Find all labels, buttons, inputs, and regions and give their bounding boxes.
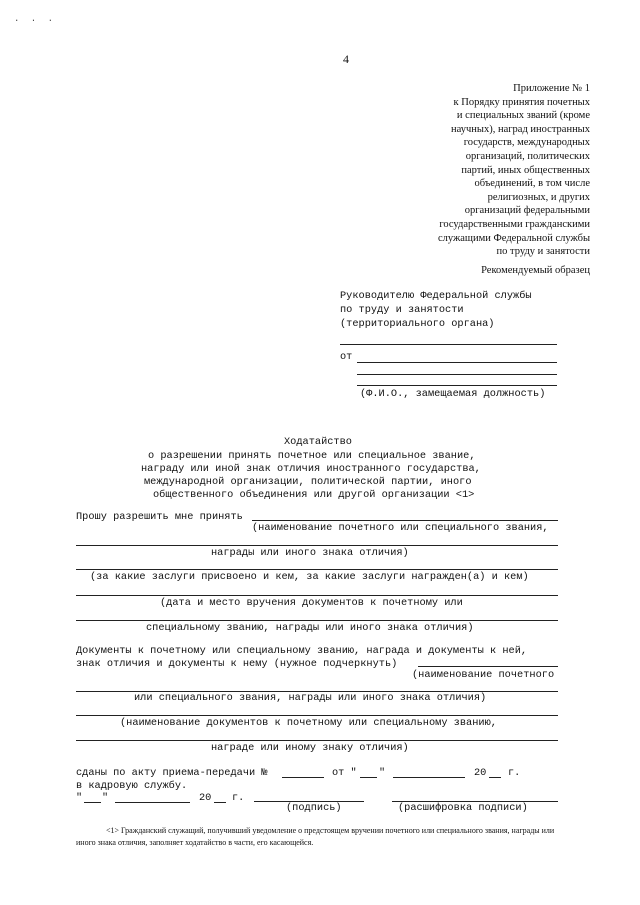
handover-day-field[interactable]	[360, 777, 377, 778]
decoding-caption: (расшифровка подписи)	[398, 802, 528, 814]
handover-year-prefix: 20	[474, 767, 487, 779]
caption-documents-award: или специального звания, награды или иного знака отличия)	[134, 692, 487, 704]
page-number: 4	[343, 52, 349, 66]
appendix-line: организаций федеральными	[464, 205, 590, 217]
caption-award-type: награды или иного знака отличия)	[211, 547, 409, 559]
caption-delivery-2: специальному званию, награды или иного знака отличия)	[146, 622, 474, 634]
appendix-line: государств, международных	[463, 137, 590, 149]
document-title: Ходатайство	[284, 436, 352, 448]
addressee-line: (территориального органа)	[340, 318, 495, 330]
addressee-line: по труду и занятости	[340, 304, 464, 316]
footnote-line: <1> Гражданский служащий, получивший уведомление о предстоящем вручении почетного или специального звания, награды или	[106, 826, 555, 835]
handover-from: от "	[332, 767, 357, 779]
from-name-field-2[interactable]	[357, 374, 557, 375]
appendix-line: служащими Федеральной службы	[437, 232, 590, 244]
appendix-line: организаций, политических	[465, 150, 590, 162]
caption-documents-list-2: награде или иному знаку отличия)	[211, 742, 409, 754]
handover-month-field[interactable]	[393, 777, 465, 778]
appendix-line: к Порядку принятия почетных	[453, 96, 590, 108]
appendix-line: и специальных званий (кроме	[456, 110, 590, 122]
documents-line: Документы к почетному или специальному званию, награда и документы к ней,	[76, 645, 528, 657]
appendix-line: религиозных, и других	[487, 191, 590, 203]
addressee-line: Руководителю Федеральной службы	[340, 290, 532, 302]
addressee-blank[interactable]	[340, 344, 557, 345]
subtitle-line: международной организации, политической партии, иного	[144, 476, 472, 488]
handover-line2: в кадровую службу.	[76, 780, 188, 792]
subtitle-line: награду или иной знак отличия иностранного государства,	[141, 463, 481, 475]
caption-documents-list: (наименование документов к почетному или специальному званию,	[120, 717, 497, 729]
handover-quote-close: "	[379, 767, 386, 779]
date-year-suffix: г.	[232, 792, 245, 804]
subtitle-line: о разрешении принять почетное или специальное звание,	[148, 450, 476, 462]
appendix-block	[438, 82, 590, 259]
appendix-line: Приложение № 1	[513, 83, 590, 94]
date-day-field[interactable]	[84, 802, 101, 803]
footnote-line: иного знака отличия, заполняет ходатайство в части, его касающейся.	[76, 838, 314, 847]
appendix-line: партий, иных общественных	[461, 164, 590, 176]
date-quote-close: "	[102, 792, 109, 804]
date-year-field[interactable]	[214, 802, 226, 803]
subtitle-line: общественного объединения или другой организации <1>	[153, 489, 475, 501]
fio-caption: (Ф.И.О., замещаемая должность)	[360, 388, 546, 400]
act-number-field[interactable]	[282, 777, 324, 778]
delivery-date-field[interactable]	[76, 595, 558, 596]
caption-documents-name: (наименование почетного	[412, 669, 555, 681]
caption-merits: (за какие заслуги присвоено и кем, за какие заслуги награжден(а) и кем)	[90, 571, 529, 583]
appendix-line: объединений, в том числе	[474, 178, 590, 190]
caption-delivery: (дата и место вручения документов к почетному или	[160, 597, 463, 609]
recommended-sample: Рекомендуемый образец	[481, 265, 590, 276]
from-name-field[interactable]	[357, 362, 557, 363]
date-quote-open: "	[76, 792, 83, 804]
documents-name-field[interactable]	[418, 666, 558, 667]
from-label: от	[340, 351, 353, 363]
award-name-field[interactable]	[252, 520, 558, 521]
appendix-line: научных), наград иностранных	[451, 123, 590, 135]
request-label: Прошу разрешить мне принять	[76, 511, 243, 523]
appendix-line: государственными гражданскими	[439, 218, 590, 230]
award-name-field-2[interactable]	[76, 545, 558, 546]
documents-line: знак отличия и документы к нему (нужное подчеркнуть)	[76, 658, 398, 670]
appendix-line: по труду и занятости	[496, 246, 590, 258]
merits-field[interactable]	[76, 569, 558, 570]
from-position-field[interactable]	[357, 385, 557, 386]
documents-list-field-2[interactable]	[76, 740, 558, 741]
handover-label: сданы по акту приема-передачи №	[76, 767, 268, 779]
documents-list-field[interactable]	[76, 715, 558, 716]
date-year-prefix: 20	[199, 792, 212, 804]
corner-marks: . . .	[14, 14, 57, 24]
date-month-field[interactable]	[115, 802, 190, 803]
delivery-place-field[interactable]	[76, 620, 558, 621]
handover-year-suffix: г.	[508, 767, 521, 779]
handover-year-field[interactable]	[489, 777, 501, 778]
caption-award-name: (наименование почетного или специального звания,	[252, 522, 549, 534]
signature-caption: (подпись)	[286, 802, 342, 814]
